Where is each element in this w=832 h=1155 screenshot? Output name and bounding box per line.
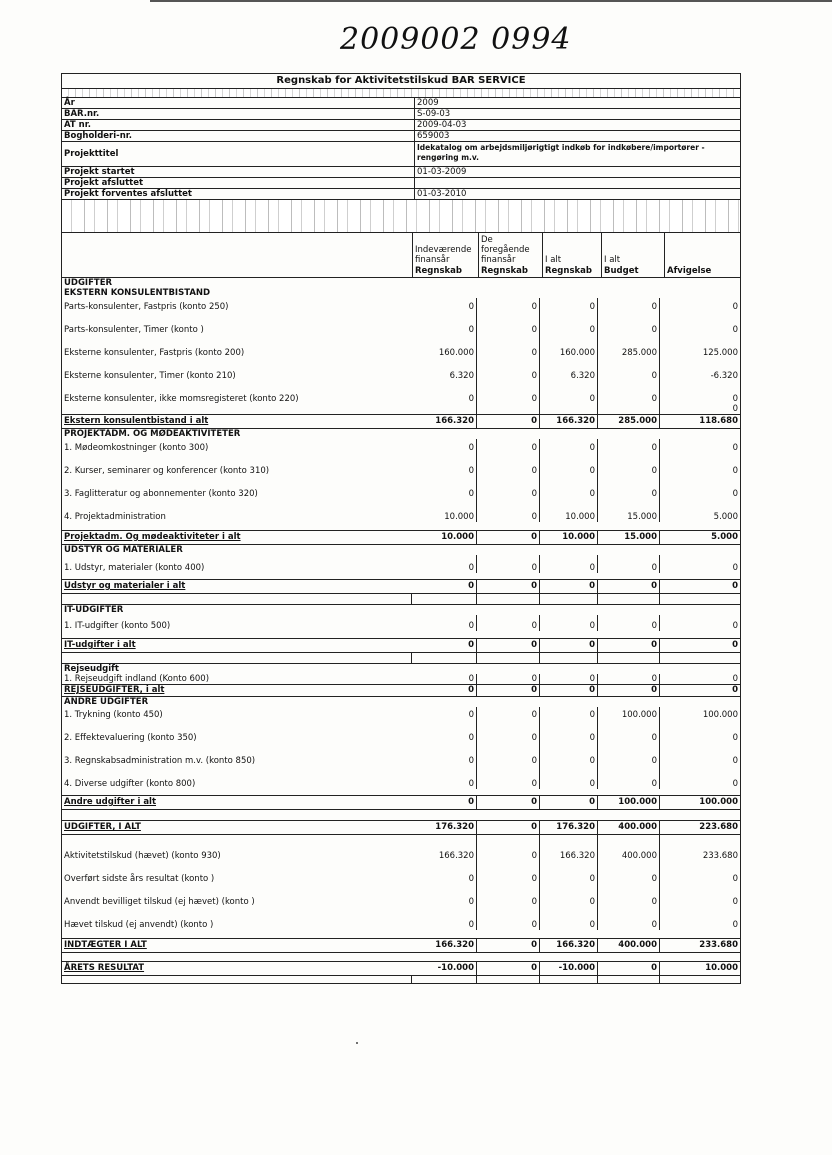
- spacer-row: [62, 976, 740, 983]
- cell: 0: [477, 312, 540, 335]
- cell: 0: [477, 707, 540, 720]
- cell: 0: [732, 581, 738, 591]
- info-value: 01-03-2010: [417, 189, 467, 199]
- table-row: [62, 743, 740, 766]
- scan-noise: [62, 200, 740, 233]
- handwritten-number: 2009002 0994: [340, 22, 572, 57]
- row-label: Ekstern konsulentbistand i alt: [64, 416, 209, 426]
- row-label: Udstyr og materialer i alt: [64, 581, 186, 591]
- cell: 0: [412, 907, 477, 930]
- cell: 0: [732, 466, 738, 476]
- cell: 10.000: [412, 531, 477, 544]
- cell: 0: [732, 443, 738, 453]
- table-row: [62, 476, 740, 499]
- cell: 0: [477, 962, 540, 975]
- cell: 0: [477, 439, 540, 453]
- spacer-row: [62, 653, 740, 664]
- cell: 0: [732, 640, 738, 650]
- cell: 0: [598, 962, 660, 975]
- row-label: 4. Diverse udgifter (konto 800): [64, 779, 196, 789]
- cell: 166.320: [540, 415, 598, 428]
- cell: 0: [412, 674, 477, 684]
- cell: 0: [540, 685, 598, 696]
- cell: 0: [540, 298, 598, 312]
- cell: 166.320: [412, 939, 477, 952]
- ledger-rows: [62, 278, 740, 983]
- total-row: [62, 530, 740, 545]
- cell: 0: [732, 489, 738, 499]
- cell: 0: [732, 685, 738, 695]
- cell: 0: [477, 298, 540, 312]
- cell: 233.680: [699, 940, 738, 950]
- table-row: [62, 499, 740, 522]
- cell: 0: [540, 884, 598, 907]
- table-row: [62, 439, 740, 453]
- cell: -10.000: [412, 962, 477, 975]
- cell: 176.320: [412, 821, 477, 834]
- cell: [477, 404, 540, 414]
- table-row: [62, 453, 740, 476]
- info-label: Bogholderi-nr.: [62, 131, 415, 141]
- cell: 0: [540, 439, 598, 453]
- info-label: Projekt afsluttet: [62, 178, 415, 188]
- column-header: [62, 233, 740, 278]
- cell: 0: [477, 720, 540, 743]
- info-value: [415, 178, 740, 188]
- table-row: [62, 312, 740, 335]
- cell: 0: [477, 531, 540, 544]
- header-cell: [543, 233, 602, 277]
- cell: 0: [598, 615, 660, 631]
- scan-noise: [62, 89, 740, 98]
- cell: 0: [477, 335, 540, 358]
- cell: 15.000: [598, 531, 660, 544]
- row-label: Eksterne konsulenter, Timer (konto 210): [64, 371, 236, 381]
- cell: 0: [598, 685, 660, 696]
- table-row: [62, 381, 740, 404]
- cell: 0: [540, 766, 598, 789]
- info-label: Projekttitel: [62, 142, 415, 166]
- cell: 15.000: [598, 499, 660, 522]
- total-row: [62, 795, 740, 810]
- cell: 0: [540, 580, 598, 593]
- info-label: AT nr.: [62, 120, 415, 130]
- cell: 0: [477, 835, 540, 861]
- cell: 0: [598, 639, 660, 652]
- cell: 0: [732, 733, 738, 743]
- header-top: I alt: [604, 255, 621, 265]
- cell: 0: [477, 415, 540, 428]
- row-label: 1. Mødeomkostninger (konto 300): [64, 443, 209, 453]
- cell: 0: [477, 907, 540, 930]
- cell: 0: [477, 685, 540, 696]
- cell: 0: [412, 861, 477, 884]
- cell: [540, 404, 598, 414]
- row-label: 1. Rejseudgift indland (Konto 600): [64, 674, 210, 684]
- info-value: 01-03-2009: [417, 167, 467, 177]
- info-label: År: [62, 98, 415, 108]
- cell: 0: [540, 861, 598, 884]
- cell: 0: [732, 674, 738, 684]
- cell: 5.000: [713, 512, 738, 522]
- cell: 160.000: [540, 335, 598, 358]
- top-rule: [150, 0, 832, 2]
- table-row: [62, 358, 740, 381]
- cell: 0: [598, 439, 660, 453]
- table-row: [62, 555, 740, 573]
- row-label: Eksterne konsulenter, Fastpris (konto 200): [64, 348, 245, 358]
- header-bottom: Budget: [604, 266, 639, 276]
- row-label: Parts-konsulenter, Fastpris (konto 250): [64, 302, 229, 312]
- header-cell: [665, 233, 740, 277]
- cell: 223.680: [699, 822, 738, 832]
- row-label: UDGIFTER, I ALT: [64, 822, 141, 832]
- cell: [598, 404, 660, 414]
- cell: 166.320: [540, 939, 598, 952]
- table-row: [62, 298, 740, 312]
- result-row: [62, 961, 740, 976]
- info-row-afsluttet: [62, 178, 740, 189]
- cell: 233.680: [702, 851, 738, 861]
- cell: 0: [598, 555, 660, 573]
- cell: 0: [598, 358, 660, 381]
- info-value: S-09-03: [417, 109, 451, 119]
- cell: 0: [412, 766, 477, 789]
- info-label: Projekt startet: [62, 167, 415, 177]
- cell: 0: [598, 453, 660, 476]
- cell: 100.000: [699, 797, 738, 807]
- cell: 0: [540, 453, 598, 476]
- info-value: 2009-04-03: [417, 120, 467, 130]
- cell: -6.320: [710, 371, 738, 381]
- cell: 166.320: [412, 835, 477, 861]
- total-row: [62, 638, 740, 653]
- cell: 0: [540, 796, 598, 809]
- cell: 5.000: [711, 532, 738, 542]
- section-heading: IT-UDGIFTER: [64, 605, 124, 615]
- row-label: Hævet tilskud (ej anvendt) (konto ): [64, 920, 214, 930]
- cell: 0: [732, 404, 738, 414]
- cell: 0: [598, 766, 660, 789]
- cell: 118.680: [699, 416, 738, 426]
- cell: 0: [477, 884, 540, 907]
- table-row: [62, 884, 740, 907]
- cell: 10.000: [540, 499, 598, 522]
- cell: 0: [412, 743, 477, 766]
- row-label: Overført sidste års resultat (konto ): [64, 874, 215, 884]
- row-label: ÅRETS RESULTAT: [64, 963, 145, 973]
- cell: 0: [412, 796, 477, 809]
- cell: 0: [732, 920, 738, 930]
- cell: 0: [412, 298, 477, 312]
- cell: 0: [477, 796, 540, 809]
- row-label: Aktivitetstilskud (hævet) (konto 930): [64, 851, 221, 861]
- cell: 0: [598, 861, 660, 884]
- cell: 0: [412, 639, 477, 652]
- cell: 0: [540, 743, 598, 766]
- cell: 0: [540, 555, 598, 573]
- cell: 400.000: [598, 835, 660, 861]
- cell: 0: [540, 674, 598, 684]
- cell: 0: [477, 499, 540, 522]
- cell: 0: [732, 325, 738, 335]
- table-row: [62, 615, 740, 631]
- cell: 0: [477, 453, 540, 476]
- header-bottom: Afvigelse: [667, 266, 712, 276]
- table-row: [62, 674, 740, 684]
- cell: 0: [732, 779, 738, 789]
- row-label: Andre udgifter i alt: [64, 797, 157, 807]
- cell: 0: [477, 861, 540, 884]
- cell: 166.320: [412, 415, 477, 428]
- cell: 285.000: [598, 335, 660, 358]
- section-heading: UDSTYR OG MATERIALER: [64, 545, 183, 555]
- cell: 0: [477, 615, 540, 631]
- table-row: [62, 861, 740, 884]
- cell: 0: [540, 476, 598, 499]
- header-label-cell: [62, 233, 413, 277]
- header-cell: [479, 233, 543, 277]
- cell: 0: [477, 358, 540, 381]
- row-label: Eksterne konsulenter, ikke momsregisteret (konto 220): [64, 394, 299, 404]
- header-bottom: Regnskab: [481, 266, 528, 276]
- grand-total-row: [62, 938, 740, 953]
- cell: 0: [477, 743, 540, 766]
- cell: 176.320: [540, 821, 598, 834]
- header-top: De foregående finansår: [481, 235, 530, 265]
- row-label: 1. Udstyr, materialer (konto 400): [64, 563, 205, 573]
- cell: 0: [732, 874, 738, 884]
- info-value: Idekatalog om arbejdsmiljørigtigt indkøb for indkøbere/importører - rengøring m.v.: [417, 143, 705, 162]
- cell: 100.000: [598, 796, 660, 809]
- table-row: [62, 907, 740, 930]
- grand-total-row: [62, 820, 740, 835]
- cell: 6.320: [412, 358, 477, 381]
- info-value: 2009: [417, 98, 439, 108]
- cell: 0: [598, 580, 660, 593]
- cell: 0: [598, 312, 660, 335]
- cell: 0: [598, 743, 660, 766]
- cell: 0: [412, 884, 477, 907]
- cell: 0: [540, 639, 598, 652]
- cell: 0: [477, 939, 540, 952]
- cell: 0: [477, 476, 540, 499]
- table-row: [62, 335, 740, 358]
- row-label: 1. IT-udgifter (konto 500): [64, 621, 171, 631]
- info-row-projekttitel: [62, 142, 740, 167]
- cell: 0: [477, 580, 540, 593]
- cell: 10.000: [705, 963, 738, 973]
- cell: 400.000: [598, 821, 660, 834]
- cell: 0: [412, 453, 477, 476]
- row-label: [62, 404, 412, 414]
- cell: 0: [477, 674, 540, 684]
- spacer-row: [62, 594, 740, 605]
- cell: 0: [412, 555, 477, 573]
- cell: 0: [732, 621, 738, 631]
- info-value: 659003: [417, 131, 450, 141]
- info-label: Projekt forventes afsluttet: [62, 189, 415, 199]
- cell: -10.000: [540, 962, 598, 975]
- info-row-forventes: [62, 189, 740, 200]
- row-label: 2. Effektevaluering (konto 350): [64, 733, 197, 743]
- cell: 400.000: [598, 939, 660, 952]
- row-label: IT-udgifter i alt: [64, 640, 136, 650]
- info-row-at-nr: [62, 120, 740, 131]
- cell: 0: [477, 555, 540, 573]
- row-label: Anvendt bevilliget tilskud (ej hævet) (konto ): [64, 897, 255, 907]
- total-row: [62, 684, 740, 697]
- section-heading: EKSTERN KONSULENTBISTAND: [64, 288, 211, 298]
- info-row-startet: [62, 167, 740, 178]
- header-cell: [602, 233, 665, 277]
- cell: 0: [732, 394, 738, 404]
- cell: 0: [540, 907, 598, 930]
- table-row: [62, 707, 740, 720]
- header-top: Indeværende finansår: [415, 245, 472, 265]
- info-row-bogholderi: [62, 131, 740, 142]
- cell: 0: [598, 476, 660, 499]
- cell: 0: [477, 639, 540, 652]
- row-label: Projektadm. Og mødeaktiviteter i alt: [64, 532, 241, 542]
- cell: 0: [732, 563, 738, 573]
- table-row: [62, 835, 740, 861]
- cell: 0: [598, 298, 660, 312]
- total-row: [62, 414, 740, 429]
- cell: 0: [540, 615, 598, 631]
- info-label: BAR.nr.: [62, 109, 415, 119]
- row-label: Parts-konsulenter, Timer (konto ): [64, 325, 204, 335]
- row-label: 3. Regnskabsadministration m.v. (konto 850): [64, 756, 256, 766]
- header-top: I alt: [545, 255, 562, 265]
- cell: 100.000: [702, 710, 738, 720]
- cell: 0: [598, 720, 660, 743]
- cell: 0: [477, 766, 540, 789]
- cell: 6.320: [540, 358, 598, 381]
- cell: 100.000: [598, 707, 660, 720]
- cell: 0: [732, 302, 738, 312]
- scan-dot: [356, 1042, 358, 1044]
- cell: 0: [598, 884, 660, 907]
- cell: 0: [477, 821, 540, 834]
- table-row: [62, 720, 740, 743]
- cell: 0: [598, 907, 660, 930]
- cell: 0: [412, 381, 477, 404]
- cell: 0: [477, 381, 540, 404]
- cell: 0: [412, 615, 477, 631]
- ledger-title: Regnskab for Aktivitetstilskud BAR SERVICE: [62, 74, 740, 89]
- section-heading: UDGIFTER: [64, 278, 113, 288]
- cell: 10.000: [412, 499, 477, 522]
- row-label: 2. Kurser, seminarer og konferencer (konto 310): [64, 466, 270, 476]
- info-row-year: [62, 98, 740, 109]
- header-bottom: Regnskab: [545, 266, 592, 276]
- cell: 0: [412, 720, 477, 743]
- cell: 160.000: [412, 335, 477, 358]
- ledger-table: [61, 73, 741, 984]
- row-label: 3. Faglitteratur og abonnementer (konto 320): [64, 489, 258, 499]
- cell: 0: [412, 312, 477, 335]
- cell: 0: [540, 720, 598, 743]
- cell: 125.000: [702, 348, 738, 358]
- cell: 0: [412, 439, 477, 453]
- cell: 0: [540, 312, 598, 335]
- total-row: [62, 579, 740, 594]
- row-label: 4. Projektadministration: [64, 512, 166, 522]
- cell: [412, 404, 477, 414]
- section-heading: PROJEKTADM. OG MØDEAKTIVITETER: [64, 429, 241, 439]
- header-bottom: Regnskab: [415, 266, 462, 276]
- section-heading: Rejseudgift: [64, 664, 119, 674]
- cell: 285.000: [598, 415, 660, 428]
- cell: 0: [540, 381, 598, 404]
- cell: 166.320: [540, 835, 598, 861]
- section-heading: ANDRE UDGIFTER: [64, 697, 149, 707]
- row-label: INDTÆGTER I ALT: [64, 940, 147, 950]
- cell: 0: [412, 476, 477, 499]
- cell: 0: [598, 381, 660, 404]
- cell: 0: [598, 674, 660, 684]
- cell: 10.000: [540, 531, 598, 544]
- table-row: [62, 766, 740, 789]
- cell: 0: [412, 580, 477, 593]
- cell: 0: [732, 756, 738, 766]
- header-cell: [413, 233, 479, 277]
- row-label: REJSEUDGIFTER, i alt: [64, 685, 165, 695]
- cell: 0: [732, 897, 738, 907]
- cell: 0: [412, 707, 477, 720]
- info-row-bar-nr: [62, 109, 740, 120]
- row-label: 1. Trykning (konto 450): [64, 710, 163, 720]
- table-row: [62, 404, 740, 414]
- cell: 0: [540, 707, 598, 720]
- cell: 0: [412, 685, 477, 696]
